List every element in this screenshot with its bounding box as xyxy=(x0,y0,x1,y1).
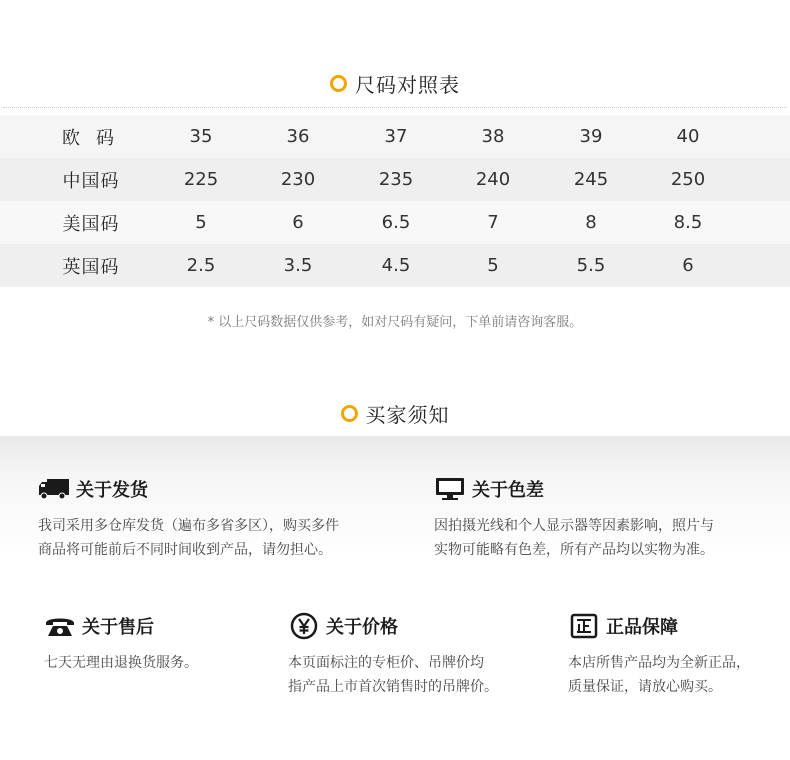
table-cell: 7 xyxy=(487,212,499,233)
item-title: 关于色差 xyxy=(472,480,544,501)
item-text: 我司采用多仓库发货（遍布多省多区），购买多件 xyxy=(38,518,339,534)
item-text: 本页面标注的专柜价、吊牌价均 xyxy=(288,655,484,671)
table-cell: 39 xyxy=(579,126,603,147)
row-label: 中国码 xyxy=(62,170,120,192)
item-text: 指产品上市首次销售时的吊牌价。 xyxy=(288,679,498,695)
size-chart-header xyxy=(0,69,790,98)
table-cell: 38 xyxy=(481,126,505,147)
table-cell: 40 xyxy=(676,126,700,147)
table-cell: 6.5 xyxy=(381,212,411,233)
size-note: * 以上尺码数据仅供参考，如对尺码有疑问，下单前请咨询客服。 xyxy=(207,315,583,330)
item-text: 质量保证，请放心购买。 xyxy=(568,679,722,695)
table-row xyxy=(0,115,790,158)
genuine-icon xyxy=(568,614,600,638)
table-cell: 245 xyxy=(573,169,609,190)
table-cell: 3.5 xyxy=(283,255,313,276)
table-cell: 8.5 xyxy=(673,212,703,233)
table-cell: 235 xyxy=(378,169,414,190)
size-table xyxy=(0,115,790,287)
row-label: 英国码 xyxy=(62,256,120,278)
telephone-icon xyxy=(44,614,76,638)
table-cell: 8 xyxy=(585,212,597,233)
item-title: 关于价格 xyxy=(326,617,398,638)
table-cell: 5 xyxy=(487,255,499,276)
table-cell: 5 xyxy=(195,212,207,233)
table-cell: 240 xyxy=(475,169,511,190)
notice-item-after-sales xyxy=(44,613,198,675)
item-text: 本店所售产品均为全新正品， xyxy=(568,655,750,671)
table-cell: 5.5 xyxy=(576,255,606,276)
item-text: 实物可能略有色差，所有产品均以实物为准。 xyxy=(434,542,714,558)
notice-item-color xyxy=(434,476,714,562)
item-text: 七天无理由退换货服务。 xyxy=(44,655,198,671)
table-row xyxy=(0,201,790,244)
table-cell: 250 xyxy=(670,169,706,190)
table-cell: 36 xyxy=(286,126,310,147)
table-cell: 230 xyxy=(280,169,316,190)
notice-item-price xyxy=(288,613,498,699)
row-label: 美国码 xyxy=(62,213,120,235)
yen-icon xyxy=(288,614,320,638)
row-label: 欧码 xyxy=(62,127,130,149)
table-cell: 35 xyxy=(189,126,213,147)
item-title: 正品保障 xyxy=(606,617,678,638)
table-row xyxy=(0,158,790,201)
notice-item-shipping xyxy=(38,476,339,562)
truck-icon xyxy=(38,477,70,501)
monitor-icon xyxy=(434,477,466,501)
circle-icon xyxy=(330,75,347,92)
notice-title: 买家须知 xyxy=(365,403,450,427)
divider xyxy=(3,107,787,108)
table-cell: 6 xyxy=(292,212,304,233)
circle-icon xyxy=(341,405,358,422)
table-cell: 37 xyxy=(384,126,408,147)
item-text: 因拍摄光线和个人显示器等因素影响，照片与 xyxy=(434,518,714,534)
item-title: 关于发货 xyxy=(76,480,148,501)
table-cell: 2.5 xyxy=(186,255,216,276)
table-cell: 6 xyxy=(682,255,694,276)
table-row xyxy=(0,244,790,287)
item-text: 商品将可能前后不同时间收到产品，请勿担心。 xyxy=(38,542,332,558)
notice-header xyxy=(0,399,790,428)
table-cell: 225 xyxy=(183,169,219,190)
table-cell: 4.5 xyxy=(381,255,411,276)
size-chart-title: 尺码对照表 xyxy=(355,73,460,97)
notice-item-genuine xyxy=(568,613,750,699)
item-title: 关于售后 xyxy=(82,617,154,638)
